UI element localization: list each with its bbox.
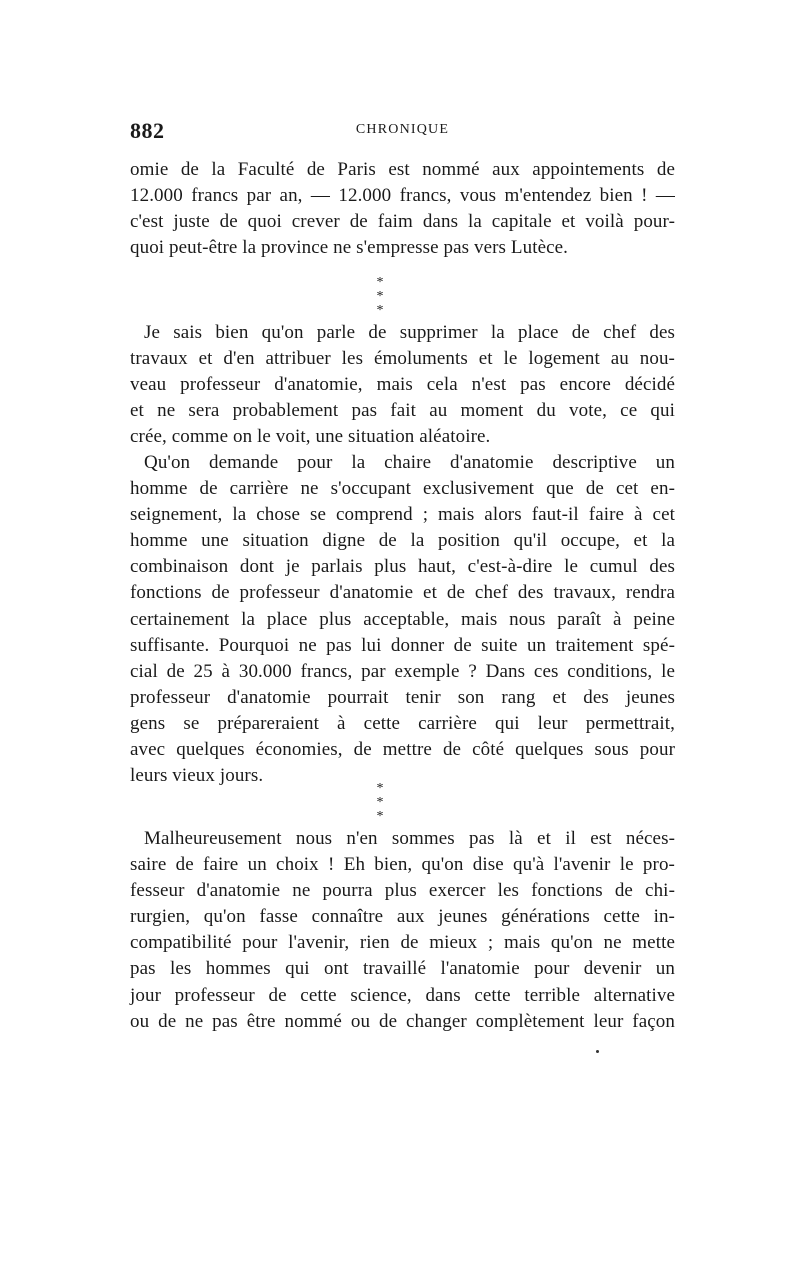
text-line: saire de faire un choix ! Eh bien, qu'on dise qu'à l'avenir le pro- (130, 854, 675, 876)
text-line: certainement la place plus acceptable, mais nous paraît à peine (130, 608, 675, 630)
text-line: suffisante. Pourquoi ne pas lui donner de suite un traitement spé- (130, 634, 675, 656)
text-line: jour professeur de cette science, dans cette terrible alternative (130, 984, 675, 1006)
text-line: Malheureusement nous n'en sommes pas là et il est néces- (144, 828, 675, 849)
running-head (130, 118, 675, 148)
text-line: veau professeur d'anatomie, mais cela n'est pas encore décidé (130, 374, 675, 396)
text-line: et ne sera probablement pas fait au moment du vote, ce qui (130, 400, 675, 422)
text-line: combinaison dont je parlais plus haut, c'est-à-dire le cumul des (130, 556, 675, 578)
paragraph-2 (130, 320, 675, 450)
asterism-stars: * * (376, 795, 394, 824)
text-line: c'est juste de quoi crever de faim dans la capitale et voilà pour- (130, 211, 675, 233)
paragraph-1 (130, 157, 675, 261)
text-line: fesseur d'anatomie ne pourra plus exercer les fonctions de chi- (130, 880, 675, 902)
text-line: Qu'on demande pour la chaire d'anatomie descriptive un (144, 452, 675, 473)
paragraph-3 (130, 450, 675, 789)
page-number: 882 (130, 118, 165, 143)
asterism-star: * (376, 781, 384, 796)
text-line: avec quelques économies, de mettre de côté quelques sous pour (130, 739, 675, 761)
text-line: gens se prépareraient à cette carrière qui leur permettrait, (130, 712, 675, 734)
ink-speck (596, 1050, 599, 1053)
text-line: travaux et d'en attribuer les émoluments et le logement au nou- (130, 348, 675, 370)
text-line: leurs vieux jours. (130, 765, 264, 787)
asterism-separator (360, 781, 400, 824)
text-line: crée, comme on le voit, une situation aléatoire. (130, 426, 491, 448)
text-line: Je sais bien qu'on parle de supprimer la place de chef des (144, 322, 675, 343)
asterism-stars: * * (376, 289, 394, 318)
text-line: fonctions de professeur d'anatomie et de chef des travaux, rendra (130, 582, 675, 604)
text-line: pas les hommes qui ont travaillé l'anatomie pour devenir un (130, 958, 675, 980)
text-line: omie de la Faculté de Paris est nommé aux appointements de (130, 159, 675, 180)
text-line: ou de ne pas être nommé ou de changer complètement leur façon (130, 1010, 675, 1032)
text-line: compatibilité pour l'avenir, rien de mieux ; mais qu'on ne mette (130, 932, 675, 954)
text-line: rurgien, qu'on fasse connaître aux jeunes générations cette in- (130, 906, 675, 928)
asterism-separator (360, 275, 400, 318)
running-title: CHRONIQUE (355, 122, 450, 137)
text-line: professeur d'anatomie pourrait tenir son rang et des jeunes (130, 686, 675, 708)
paragraph-4 (130, 826, 675, 1035)
text-line: 12.000 francs par an, — 12.000 francs, vous m'entendez bien ! — (130, 185, 675, 207)
text-line: quoi peut-être la province ne s'empresse pas vers Lutèce. (130, 237, 569, 259)
asterism-star: * (376, 275, 384, 290)
text-line: homme de carrière ne s'occupant exclusivement que de cet en- (130, 478, 675, 500)
text-line: cial de 25 à 30.000 francs, par exemple ? Dans ces conditions, le (130, 660, 675, 682)
text-line: seignement, la chose se comprend ; mais alors faut-il faire à cet (130, 504, 675, 526)
text-line: homme une situation digne de la position qu'il occupe, et la (130, 530, 675, 552)
